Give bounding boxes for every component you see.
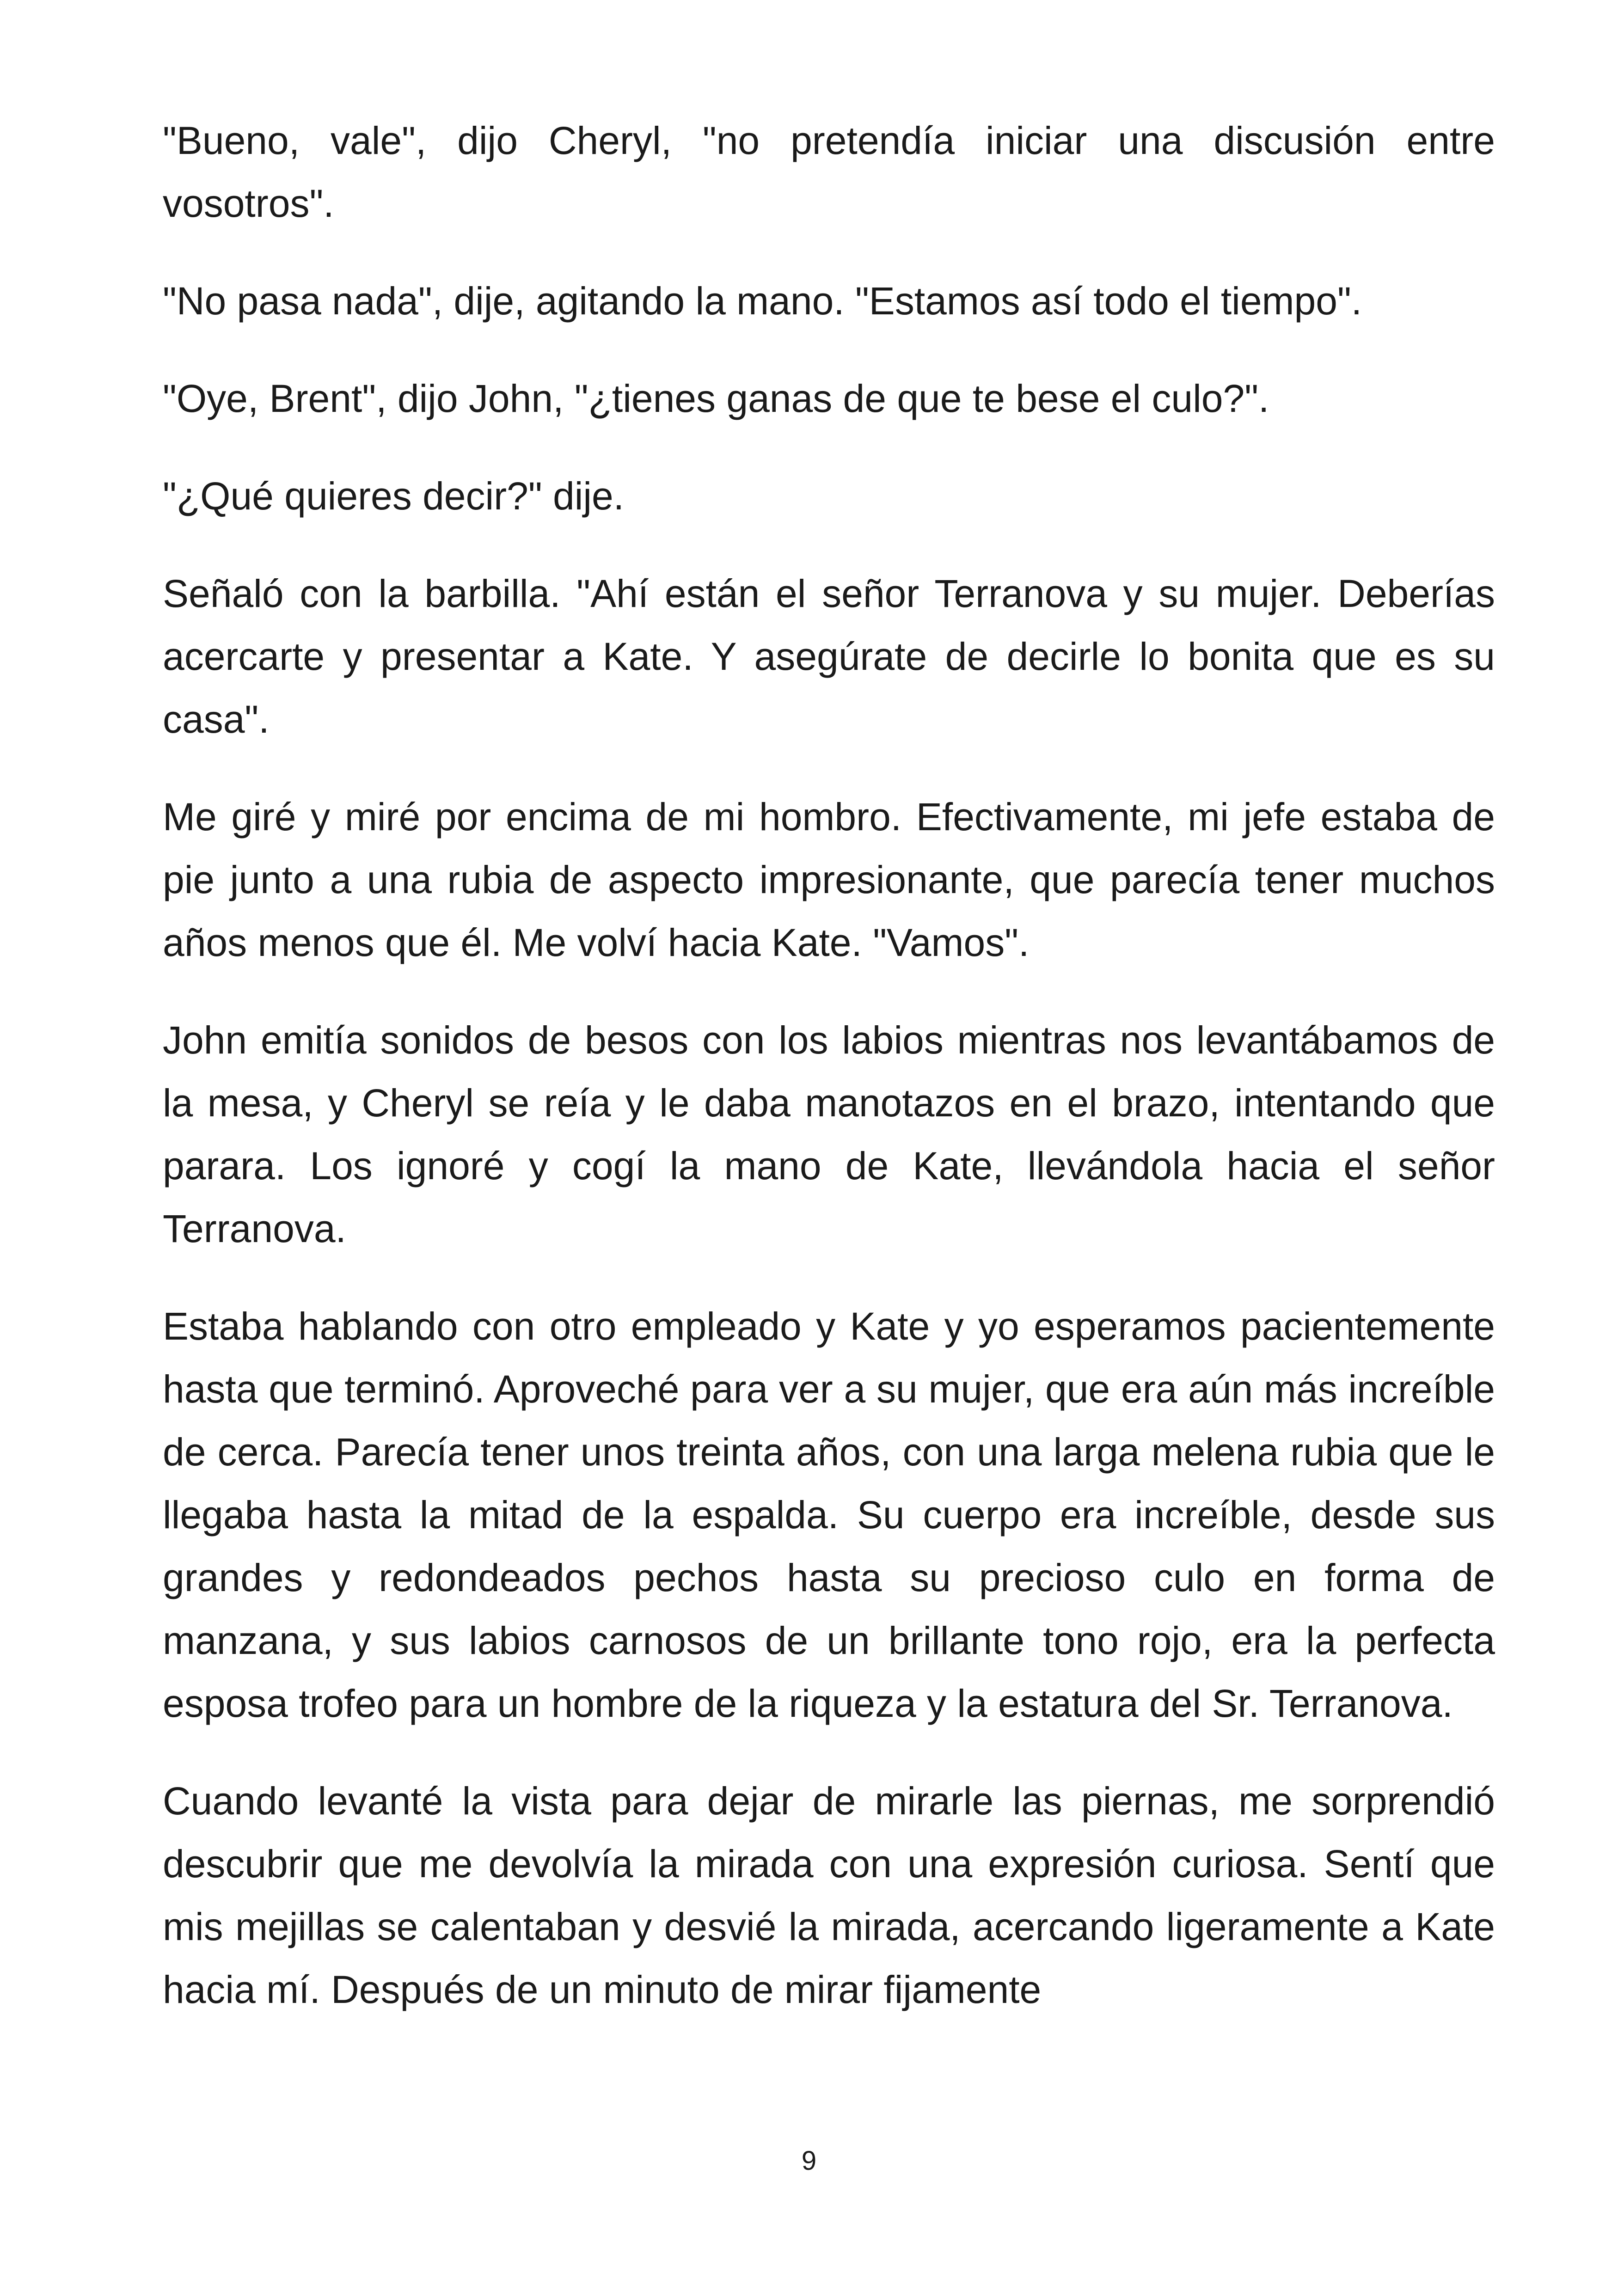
paragraph: John emitía sonidos de besos con los labios mientras nos levantábamos de la mesa, y Cheryl se reía y le daba manotazos en el brazo, intentando que parara. Los ignoré y cogí la mano de Kate, llevándola hacia el señor Terranova. <box>163 1018 1495 1250</box>
paragraph: Señaló con la barbilla. "Ahí están el señor Terranova y su mujer. Deberías acercarte y presentar a Kate. Y asegúrate de decirle lo bonita que es su casa". <box>163 572 1495 741</box>
body-text <box>163 109 1495 2056</box>
paragraph: "¿Qué quieres decir?" dije. <box>163 474 625 518</box>
paragraph: Me giré y miré por encima de mi hombro. Efectivamente, mi jefe estaba de pie junto a una rubia de aspecto impresionante, que parecía tener muchos años menos que él. Me volví hacia Kate. "Vamos". <box>163 795 1495 964</box>
page-number: 9 <box>801 2146 817 2176</box>
paragraph: "No pasa nada", dije, agitando la mano. "Estamos así todo el tiempo". <box>163 279 1362 323</box>
paragraph: "Bueno, vale", dijo Cheryl, "no pretendía iniciar una discusión entre vosotros". <box>163 119 1495 225</box>
paragraph: Estaba hablando con otro empleado y Kate y yo esperamos pacientemente hasta que terminó. Aproveché para ver a su mujer, que era aún más increíble de cerca. Parecía tener unos treinta años, con una larga melena rubia que le llegaba hasta la mitad de la espalda. Su cuerpo era increíble, desde sus grandes y redondeados pechos hasta su precioso culo en forma de manzana, y sus labios carnosos de un brillante tono rojo, era la perfecta esposa trofeo para un hombre de la riqueza y la estatura del Sr. Terranova. <box>163 1304 1495 1725</box>
paragraph: "Oye, Brent", dijo John, "¿tienes ganas de que te bese el culo?". <box>163 377 1269 420</box>
paragraph: Cuando levanté la vista para dejar de mirarle las piernas, me sorprendió descubrir que me devolvía la mirada con una expresión curiosa. Sentí que mis mejillas se calentaban y desvié la mirada, acercando ligeramente a Kate hacia mí. Después de un minuto de mirar fijamente <box>163 1779 1495 2011</box>
